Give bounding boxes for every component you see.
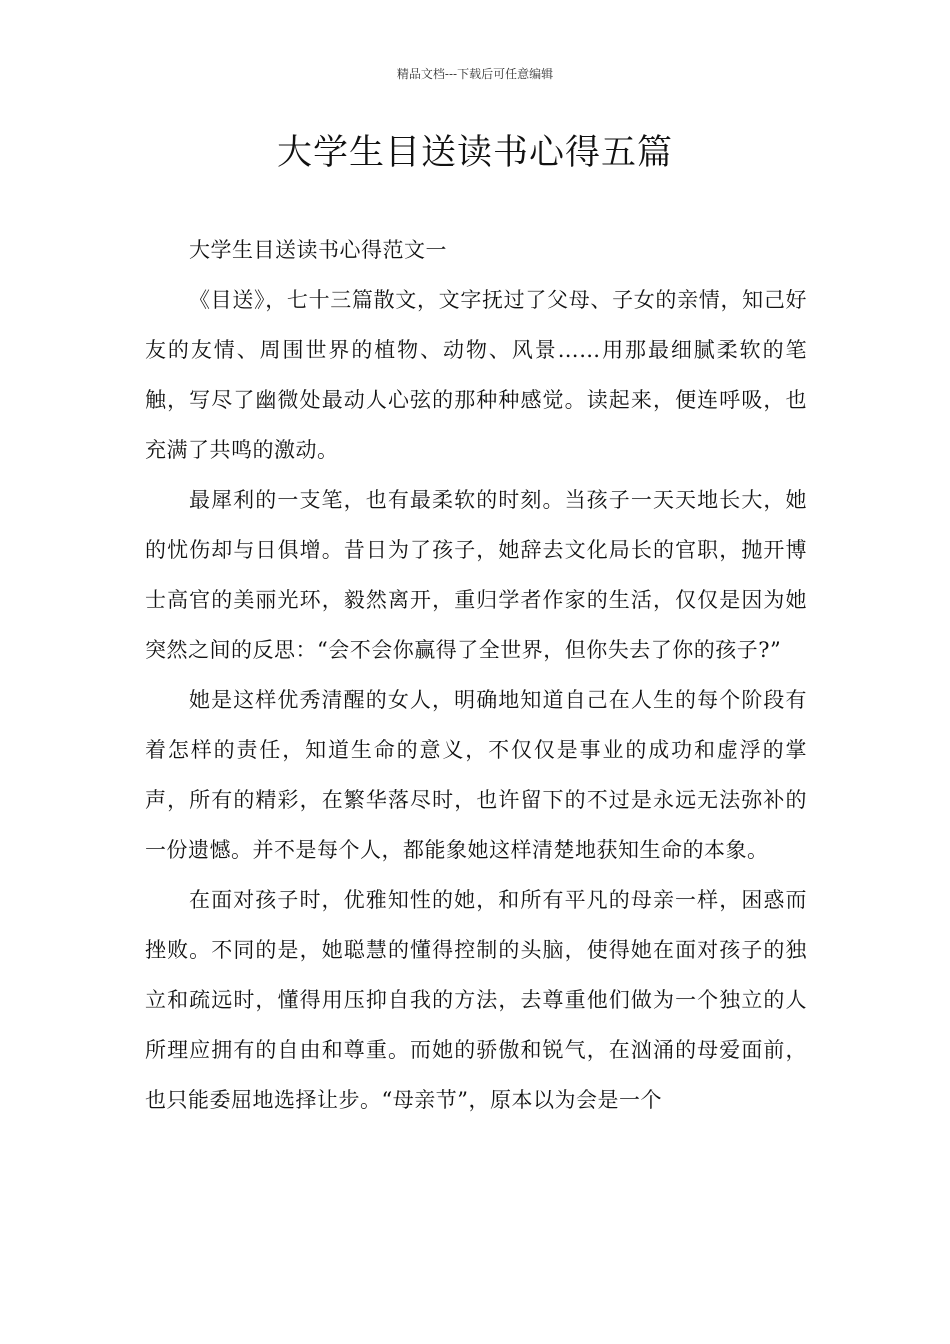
paragraph: 她是这样优秀清醒的女人，明确地知道自己在人生的每个阶段有着怎样的责任，知道生命的意义，不仅仅是事业的成功和虚浮的掌声，所有的精彩，在繁华落尽时，也许留下的不过是永远无法弥补的一份遗憾。并不是每个人，都能象她这样清楚地获知生命的本象。 — [145, 688, 807, 862]
section-heading: 大学生目送读书心得范文一 — [189, 238, 447, 262]
header-note: 精品文档---下载后可任意编辑 — [396, 67, 554, 81]
document-body — [145, 225, 807, 1125]
document-title: 大学生目送读书心得五篇 — [276, 133, 673, 173]
paragraph: 最犀利的一支笔，也有最柔软的时刻。当孩子一天天地长大，她的忧伤却与日俱增。昔日为了孩子，她辞去文化局长的官职，抛开博士高官的美丽光环，毅然离开，重归学者作家的生活，仅仅是因为她突然之间的反思：“会不会你赢得了全世界，但你失去了你的孩子?” — [145, 488, 807, 662]
paragraph: 在面对孩子时，优雅知性的她，和所有平凡的母亲一样，困惑而挫败。不同的是，她聪慧的懂得控制的头脑，使得她在面对孩子的独立和疏远时，懂得用压抑自我的方法，去尊重他们做为一个独立的人所理应拥有的自由和尊重。而她的骄傲和锐气，在汹涌的母爱面前，也只能委屈地选择让步。“母亲节”，原本以为会是一个 — [145, 888, 807, 1112]
paragraph: 《目送》，七十三篇散文，文字抚过了父母、子女的亲情，知己好友的友情、周围世界的植物、动物、风景……用那最细腻柔软的笔触，写尽了幽微处最动人心弦的那种种感觉。读起来，便连呼吸，也充满了共鸣的激动。 — [145, 288, 807, 462]
